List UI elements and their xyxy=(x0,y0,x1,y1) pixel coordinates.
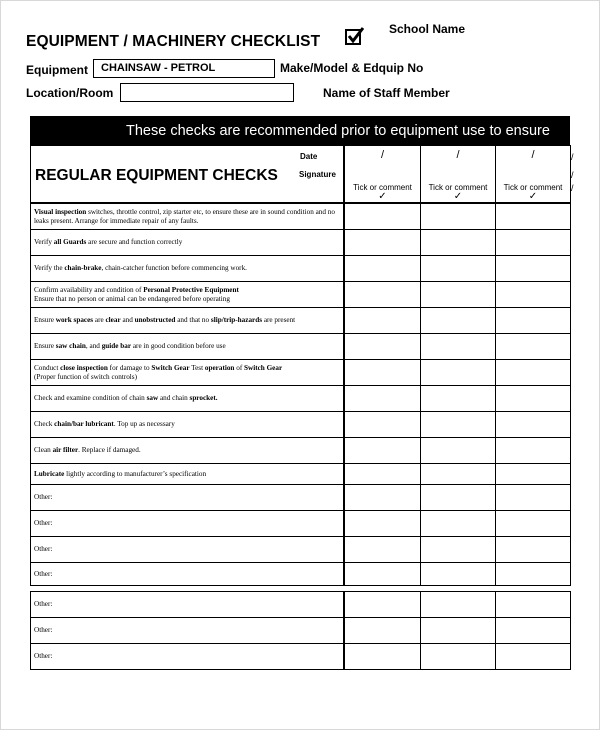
tick-cell[interactable] xyxy=(495,463,571,485)
tick-cell[interactable] xyxy=(495,281,571,308)
tick-cell[interactable] xyxy=(420,385,496,412)
checklist-row-label xyxy=(30,385,344,412)
tick-cell[interactable] xyxy=(495,411,571,438)
check-description: Ensure work spaces are clear and unobstructed and that no slip/trip-hazards are present xyxy=(34,316,296,324)
checklist-row-label xyxy=(30,562,344,586)
check-description: Other: xyxy=(34,600,53,608)
tick-cell[interactable] xyxy=(495,437,571,464)
tick-cell[interactable] xyxy=(420,437,496,464)
tick-cell[interactable] xyxy=(495,510,571,537)
instruction-banner xyxy=(30,116,570,145)
checklist-row-label xyxy=(30,536,344,563)
location-label: Location/Room xyxy=(26,86,114,100)
checklist-row-label xyxy=(30,229,344,256)
check-description: Other: xyxy=(34,652,53,660)
tick-cell[interactable] xyxy=(495,229,571,256)
banner-text: These checks are recommended prior to equipment use to ensure xyxy=(126,123,550,139)
date-label: Date xyxy=(300,152,318,161)
tick-cell[interactable] xyxy=(495,203,571,230)
checks-title: REGULAR EQUIPMENT CHECKS xyxy=(35,167,278,184)
check-description: Verify all Guards are secure and function correctly xyxy=(34,238,183,246)
tick-cell[interactable] xyxy=(495,333,571,360)
tick-cell[interactable] xyxy=(420,333,496,360)
checkmark-icon: ✓ xyxy=(528,191,538,202)
tick-cell[interactable] xyxy=(344,333,421,360)
checkmark-icon: ✓ xyxy=(453,191,463,202)
tick-cell[interactable] xyxy=(420,510,496,537)
tick-cell[interactable] xyxy=(344,385,421,412)
tick-cell[interactable] xyxy=(420,463,496,485)
tick-cell[interactable] xyxy=(495,536,571,563)
tick-cell[interactable] xyxy=(495,359,571,386)
tick-cell[interactable] xyxy=(344,359,421,386)
tick-or-comment-label: Tick or comment xyxy=(428,183,488,192)
check-description: Verify the chain-brake, chain-catcher function before commencing work. xyxy=(34,264,247,272)
tick-cell[interactable] xyxy=(495,385,571,412)
tick-cell[interactable] xyxy=(420,411,496,438)
date-field[interactable]: / xyxy=(380,149,385,161)
tick-cell[interactable] xyxy=(344,643,421,670)
location-field[interactable] xyxy=(120,83,294,102)
tick-cell[interactable] xyxy=(344,255,421,282)
checklist-row-label xyxy=(30,484,344,511)
tick-cell[interactable] xyxy=(344,536,421,563)
tick-cell[interactable] xyxy=(420,203,496,230)
tick-or-comment-label: Tick or comment xyxy=(503,183,563,192)
tick-cell[interactable] xyxy=(420,562,496,586)
date-column-header xyxy=(344,145,421,203)
tick-cell[interactable] xyxy=(344,203,421,230)
tick-cell[interactable] xyxy=(420,591,496,618)
check-description: Other: xyxy=(34,569,53,578)
check-description: Ensure saw chain, and guide bar are in good condition before use xyxy=(34,342,226,350)
check-description: Confirm availability and condition of Personal Protective Equipment Ensure that no person or animal can be endangered before operating xyxy=(34,285,239,303)
tick-cell[interactable] xyxy=(420,359,496,386)
tick-cell[interactable] xyxy=(495,255,571,282)
checklist-row-label xyxy=(30,463,344,485)
school-name-label: School Name xyxy=(389,22,466,36)
tick-cell[interactable] xyxy=(344,463,421,485)
checklist-row-label xyxy=(30,203,344,230)
checklist-row-label xyxy=(30,255,344,282)
check-description: Other: xyxy=(34,545,53,553)
tick-cell[interactable] xyxy=(495,307,571,334)
tick-cell[interactable] xyxy=(420,255,496,282)
tick-cell[interactable] xyxy=(495,484,571,511)
tick-cell[interactable] xyxy=(344,562,421,586)
check-description: Lubricate lightly according to manufacturer’s specification xyxy=(34,469,207,478)
make-model-label: Make/Model & Edquip No xyxy=(280,61,424,75)
checklist-row-label xyxy=(30,643,344,670)
overflow-slash: / xyxy=(571,170,574,180)
tick-cell[interactable] xyxy=(344,281,421,308)
staff-member-label: Name of Staff Member xyxy=(323,86,450,100)
date-field[interactable]: / xyxy=(456,149,460,161)
tick-cell[interactable] xyxy=(420,617,496,644)
equipment-field[interactable]: CHAINSAW - PETROL xyxy=(93,59,275,78)
tick-cell[interactable] xyxy=(344,307,421,334)
tick-cell[interactable] xyxy=(344,591,421,618)
tick-or-comment-label: Tick or comment xyxy=(353,183,412,192)
tick-cell[interactable] xyxy=(420,281,496,308)
check-description: Visual inspection switches, throttle control, zip starter etc, to ensure these are in sound condition and no leaks present. Arrange for immediate repair of any faults. xyxy=(34,207,335,225)
checkbox-checked-icon xyxy=(345,27,364,46)
check-description: Check and examine condition of chain saw and chain sprocket. xyxy=(34,394,218,402)
checklist-row-label xyxy=(30,411,344,438)
checklist-row-label xyxy=(30,437,344,464)
check-description: Other: xyxy=(34,519,53,527)
overflow-slash: / xyxy=(571,183,574,193)
checklist-row-label xyxy=(30,307,344,334)
check-description: Check chain/bar lubricant. Top up as necessary xyxy=(34,420,175,428)
tick-cell[interactable] xyxy=(420,307,496,334)
check-description: Other: xyxy=(34,493,53,501)
tick-cell[interactable] xyxy=(495,562,571,586)
checklist-row-label xyxy=(30,591,344,618)
tick-cell[interactable] xyxy=(420,536,496,563)
tick-cell[interactable] xyxy=(344,484,421,511)
date-field[interactable]: / xyxy=(531,149,535,161)
tick-cell[interactable] xyxy=(344,437,421,464)
checklist-row-label xyxy=(30,359,344,386)
checklist-row-label xyxy=(30,333,344,360)
overflow-slash: / xyxy=(571,152,574,162)
check-description: Conduct close inspection for damage to Switch Gear Test operation of Switch Gear (Proper function of switch controls) xyxy=(34,363,283,381)
equipment-label: Equipment xyxy=(26,63,88,77)
tick-cell[interactable] xyxy=(495,617,571,644)
tick-cell[interactable] xyxy=(420,229,496,256)
page-title: EQUIPMENT / MACHINERY CHECKLIST xyxy=(26,33,321,50)
checks-header xyxy=(30,145,344,203)
tick-cell[interactable] xyxy=(344,229,421,256)
tick-cell[interactable] xyxy=(344,617,421,644)
checklist-row-label xyxy=(30,617,344,644)
checklist-row-label xyxy=(30,510,344,537)
signature-label: Signature xyxy=(299,170,336,179)
tick-cell[interactable] xyxy=(495,643,571,670)
checklist-row-label xyxy=(30,281,344,308)
date-column-header xyxy=(420,145,496,203)
date-column-header xyxy=(495,145,571,203)
check-description: Clean air filter. Replace if damaged. xyxy=(34,446,141,454)
checkmark-icon: ✓ xyxy=(378,191,387,202)
tick-cell[interactable] xyxy=(420,484,496,511)
tick-cell[interactable] xyxy=(495,591,571,618)
tick-cell[interactable] xyxy=(420,643,496,670)
check-description: Other: xyxy=(34,626,53,634)
tick-cell[interactable] xyxy=(344,510,421,537)
tick-cell[interactable] xyxy=(344,411,421,438)
